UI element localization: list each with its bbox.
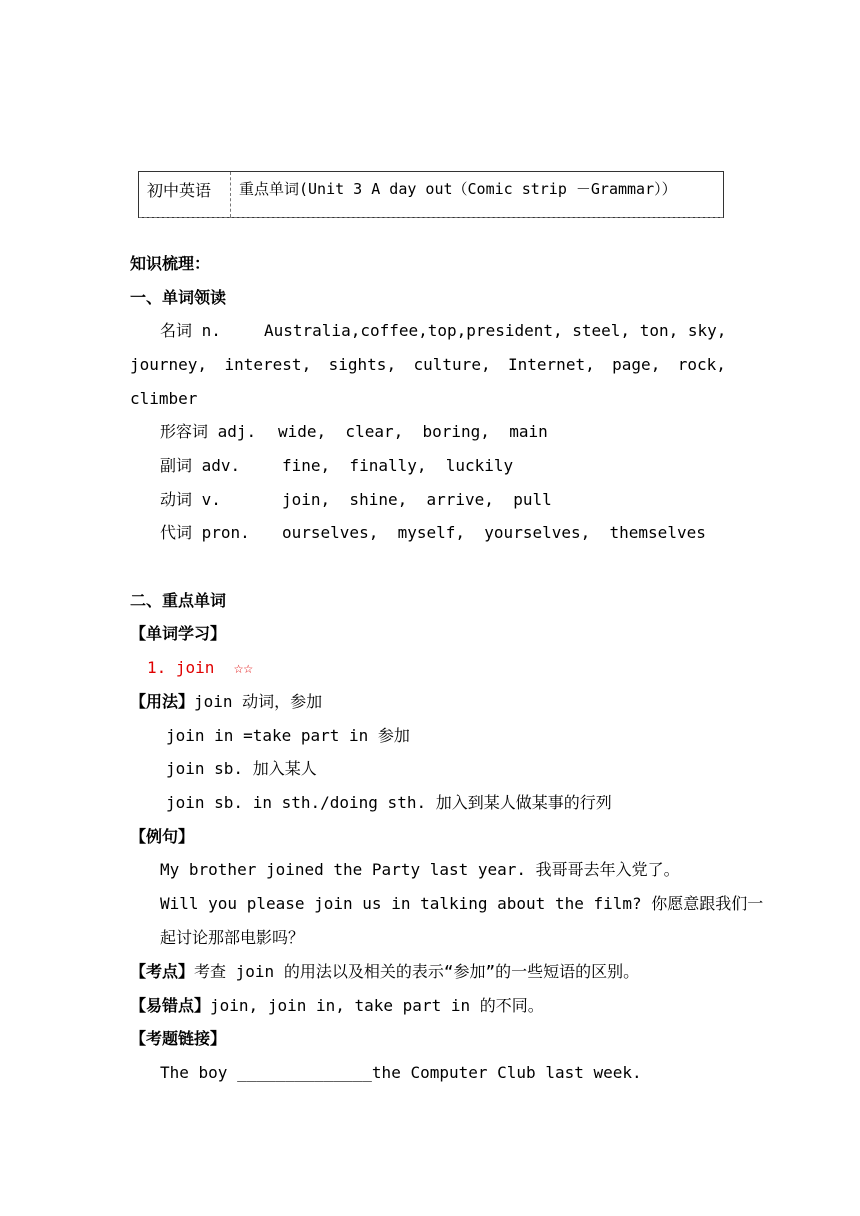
noun-label-text: 名词 n.	[160, 321, 221, 340]
adv-words: fine, finally, luckily	[282, 456, 514, 475]
verb-label: 动词 v.	[160, 490, 221, 509]
noun-label	[160, 321, 221, 341]
noun-word: coffee,	[360, 321, 428, 340]
usage-text: join 动词，参加	[194, 692, 323, 711]
point-line	[130, 962, 639, 982]
adv-label: 副词 adv.	[160, 456, 241, 475]
topic-cell: 重点单词(Unit 3 A day out（Comic strip －Grammar））	[239, 180, 677, 198]
example-sentence-cont: 起讨论那部电影吗？	[160, 928, 305, 947]
exam-label: 【考题链接】	[130, 1029, 227, 1048]
header-table	[138, 171, 724, 218]
section1-title: 一、单词领读	[130, 288, 227, 307]
noun-word: rock,	[677, 355, 726, 374]
exam-question: The boy ______________the Computer Club last week.	[160, 1063, 642, 1082]
noun-word: sights,	[328, 355, 397, 374]
usage-item: join in =take part in 参加	[166, 726, 410, 745]
adj-label: 形容词 adj.	[160, 422, 257, 441]
overview-title: 知识梳理：	[130, 254, 211, 273]
example-label: 【例句】	[130, 827, 195, 846]
table-divider	[139, 217, 723, 218]
item1-heading: 1. join ☆☆	[147, 658, 253, 677]
noun-word: page,	[612, 355, 661, 374]
pron-words: ourselves, myself, yourselves, themselves	[282, 523, 706, 542]
study-label: 【单词学习】	[130, 624, 227, 643]
usage-item: join sb. in sth./doing sth. 加入到某人做某事的行列	[166, 793, 612, 812]
example-sentence: Will you please join us in talking about the film? 你愿意跟我们一	[160, 894, 764, 913]
noun-word: interest,	[224, 355, 312, 374]
noun-words-line3: climber	[130, 389, 198, 408]
usage-line	[130, 692, 322, 712]
error-text: join, join in, take part in 的不同。	[210, 996, 544, 1015]
error-label: 【易错点】	[130, 996, 211, 1015]
noun-word: journey,	[130, 355, 208, 374]
point-label: 【考点】	[130, 962, 195, 981]
usage-label: 【用法】	[130, 692, 195, 711]
usage-item: join sb. 加入某人	[166, 759, 317, 778]
example-sentence: My brother joined the Party last year. 我哥哥去年入党了。	[160, 860, 680, 879]
adj-words: wide, clear, boring, main	[278, 422, 548, 441]
subject-cell: 初中英语	[139, 172, 231, 217]
section2-title: 二、重点单词	[130, 591, 227, 610]
verb-words: join, shine, arrive, pull	[282, 490, 552, 509]
noun-words-line2	[130, 355, 726, 375]
error-line	[130, 996, 544, 1016]
noun-word: culture,	[413, 355, 491, 374]
noun-words-line1	[264, 321, 726, 341]
point-text: 考查 join 的用法以及相关的表示“参加”的一些短语的区别。	[194, 962, 640, 981]
noun-word: president, steel, ton, sky,	[466, 321, 727, 340]
noun-word: Australia,	[264, 321, 361, 340]
noun-word: Internet,	[508, 355, 595, 374]
pron-label: 代词 pron.	[160, 523, 250, 542]
noun-word: top,	[427, 321, 467, 340]
